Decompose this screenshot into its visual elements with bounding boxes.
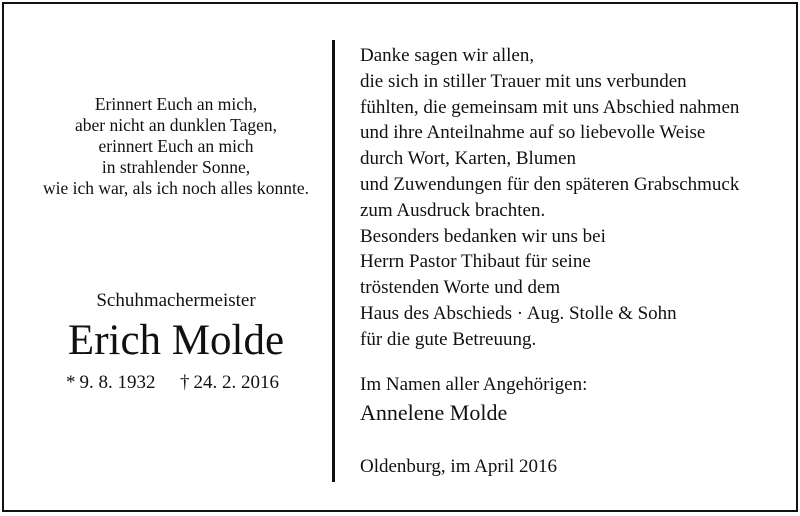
thanks-line: tröstenden Worte und dem bbox=[360, 277, 561, 299]
thanks-line: Herrn Pastor Thibaut für seine bbox=[360, 251, 591, 273]
place-date: Oldenburg, im April 2016 bbox=[360, 456, 558, 477]
thanks-line: Haus des Abschieds · Aug. Stolle & Sohn bbox=[360, 302, 677, 324]
thanks-line: und Zuwendungen für den späteren Grabschmuck bbox=[360, 173, 740, 195]
poem-line: in strahlender Sonne, bbox=[101, 157, 251, 177]
birth-date-line bbox=[66, 372, 156, 394]
poem-line: Erinnert Euch an mich, bbox=[94, 94, 258, 114]
poem-line: aber nicht an dunklen Tagen, bbox=[74, 115, 278, 135]
on-behalf-line: Im Namen aller Angehörigen: bbox=[360, 374, 588, 395]
thanks-line: und ihre Anteilnahme auf so liebevolle Weise bbox=[360, 122, 706, 144]
obituary-card bbox=[2, 2, 798, 512]
signer-name: Annelene Molde bbox=[360, 400, 508, 425]
birth-date: 9. 8. 1932 bbox=[79, 372, 156, 393]
thanks-line: zum Ausdruck brachten. bbox=[360, 199, 546, 221]
thanks-line: Besonders bedanken wir uns bei bbox=[360, 225, 606, 247]
death-date-line bbox=[180, 372, 279, 394]
thanks-line: Danke sagen wir allen, bbox=[360, 45, 535, 66]
deceased-name: Erich Molde bbox=[67, 317, 285, 364]
vertical-divider bbox=[332, 40, 335, 482]
thanks-line: fühlten, die gemeinsam mit uns Abschied nahmen bbox=[360, 96, 740, 118]
poem-line: wie ich war, als ich noch alles konnte. bbox=[42, 178, 310, 198]
birth-star-icon: * bbox=[66, 372, 76, 393]
death-date: 24. 2. 2016 bbox=[193, 372, 279, 393]
cross-icon: † bbox=[180, 372, 190, 393]
thanks-line: durch Wort, Karten, Blumen bbox=[360, 148, 577, 170]
thanks-line: für die gute Betreuung. bbox=[360, 328, 537, 350]
poem bbox=[26, 94, 326, 199]
profession: Schuhmachermeister bbox=[96, 290, 256, 311]
poem-line: erinnert Euch an mich bbox=[98, 136, 254, 156]
thanks-line: die sich in stiller Trauer mit uns verbunden bbox=[360, 70, 687, 92]
thanks-text bbox=[360, 43, 780, 353]
